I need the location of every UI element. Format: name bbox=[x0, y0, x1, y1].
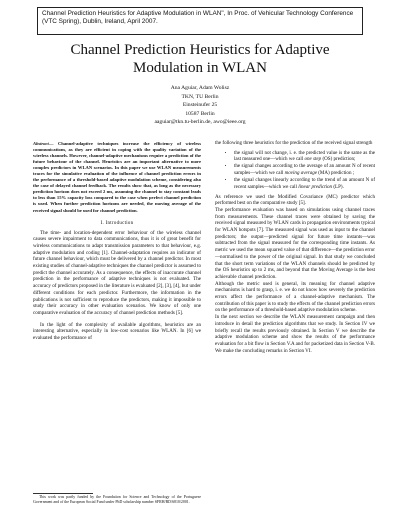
right-intro-text: the following three heuristics for the prediction of the received signal strength bbox=[215, 140, 373, 146]
section-heading-introduction: I. Introduction bbox=[100, 220, 134, 226]
citation-header-box bbox=[37, 7, 363, 35]
heuristic-one-step bbox=[234, 150, 375, 163]
bullet-text: the signal changes according to the average of an amount N of recent samples—which we call bbox=[234, 163, 375, 177]
title-line-1: Channel Prediction Heuristics for Adaptive bbox=[70, 42, 330, 58]
left-column bbox=[33, 141, 201, 342]
abstract-lead: Abstract bbox=[33, 141, 49, 146]
author-affiliation: TKN, TU Berlin bbox=[181, 93, 219, 100]
right-paragraph-2: The performance evaluation was based on simulations using channel traces from measurements. These channel traces were obtained by saving the received signal measured by WLAN cards in propagation environments typical for WLAN hotspots [7]. The measured signal was used as input to the channel predictors; the output—predicted signal for future time instants—was subtracted from the signal measured for the corresponding time instants. As metric we used the mean squared value of that difference—the prediction error—normalised to the power of the original signal. In that study we concluded that the short term variations of the WLAN channels should be predicted by the OS heuristics up to 2 ms, and beyond that the Moving Average is the best achievable channel prediction. bbox=[215, 206, 375, 280]
intro-paragraph-2: In the light of the complexity of available algorithms, heuristics are an interesting alternative, especially in low-cost scenarios like WLAN. In [6] we evaluated the performance of bbox=[33, 321, 201, 342]
bullet-text: (OS) prediction; bbox=[321, 156, 356, 163]
bullet-term: moving average bbox=[284, 170, 317, 177]
right-column bbox=[215, 140, 375, 354]
heuristic-moving-average bbox=[234, 163, 375, 176]
bullet-text: the signal will not change, i. e. the predicted value is the same as the last measured one—which we call bbox=[234, 149, 375, 163]
funding-footnote: This work was partly funded by the Foundation for Science and Technology of the Portuguese Government and of the European Social Fund under PhD scholarship number SFRH/BD/6810/2001. bbox=[33, 495, 201, 505]
intro-paragraph-1: The time- and location-dependent error behaviour of the wireless channel causes severe impairment to data communications, thus it is of great benefit for wireless communications to adapt transmission parameters to that behaviour, e.g. adaptive modulation and coding [1]. Channel-adaptation requires an indicator of future channel behaviour, which must be delivered by a channel predictor. In most existing studies of channel-adaptive techniques the channel predictor is assumed to predict the channel accurately. As a consequence, the effects of inaccurate channel prediction in the performance of adaptive techniques is not evaluated. The accuracy of predictors proposed in the literature is evaluated [2], [3], [4], but under different conditions for each predictor. Furthermore, the information in the publications is not sufficient to reproduce the predictors, making it impossible to study their accuracy in other evaluation scenarios. We know of only one comparative evaluation of the accuracy of channel prediction methods [5]. bbox=[33, 229, 201, 316]
author-street: Einsteinufer 25 bbox=[182, 102, 218, 109]
footnote-rule bbox=[33, 493, 93, 494]
paper-title bbox=[30, 41, 370, 77]
bullet-term: one step bbox=[304, 156, 322, 163]
abstract-text: — Channel-adaptive techniques increase the efficiency of wireless communications, as they are efficient in coping with the quality variation of the wireless channels. However, channel-adaptive mechanisms require a prediction of the future behaviour of the channel. Heuristics are an important alternative to more complex predictors in WLAN scenarios. In this paper we use WLAN measurements traces for the simulative evaluation of the influence of channel prediction errors in the performance of a threshold-based adaptive modulation scheme, considering also the case of delayed channel feedback. The results show that, as long as the necessary prediction horizon does not exceed 2 ms, assuming the channel to stay constant leads to less than 15% capacity loss compared to the case when perfect channel prediction is used. When further prediction horizons are needed, the moving average of the received signal should be used for channel prediction. bbox=[33, 141, 201, 213]
author-names: Ana Aguiar, Adam Wolisz bbox=[170, 85, 230, 91]
heuristics-list bbox=[215, 150, 375, 191]
bullet-term: linear prediction bbox=[298, 183, 333, 190]
right-paragraph-4: In the next section we describe the WLAN measurement campaign and then introduce in detail the prediction algorithms that we study. In Section IV we briefly recall the results previously obtained. In Section V we describe the adaptive modulation scheme and show the results of the performance evaluation for a bit flow in Section V.A and for packetized data in Section V-B. We make the concluding remarks in Section VI. bbox=[215, 314, 375, 354]
right-paragraph-3: Although the metric used is general, its meaning for channel adaptive mechanisms is hard to grasp, i. e. we do not know how severely the prediction errors affect the performance of a channel-adaptive mechanism. The contribution of this paper is to study the effects of the channel prediction errors on the performance of a threshold-based adaptive modulation scheme. bbox=[215, 280, 375, 314]
citation-text: Channel Prediction Heuristics for Adaptive Modulation in WLAN", In Proc. of Vehicular Technology Conference (VTC Spring), Dublin, Ireland, April 2007. bbox=[42, 10, 354, 25]
bullet-text: the signal changes linearly according to the trend of an amount N of recent samples—which we call bbox=[234, 177, 375, 190]
author-block bbox=[100, 84, 300, 127]
right-paragraph-1: As reference we used the Modified Covariance (MC) predictor which performed best on the comparative study [5]. bbox=[215, 193, 375, 207]
heuristic-linear-prediction bbox=[234, 177, 375, 190]
author-city: 10587 Berlin bbox=[185, 110, 215, 117]
bullet-text: (LP). bbox=[332, 183, 344, 190]
abstract bbox=[33, 141, 201, 214]
title-line-2: Modulation in WLAN bbox=[133, 60, 267, 76]
author-email: aaguiar@tkn.tu-berlin.de, awo@ieee.org bbox=[154, 119, 246, 126]
bullet-text: (MA) prediction ; bbox=[316, 170, 355, 177]
